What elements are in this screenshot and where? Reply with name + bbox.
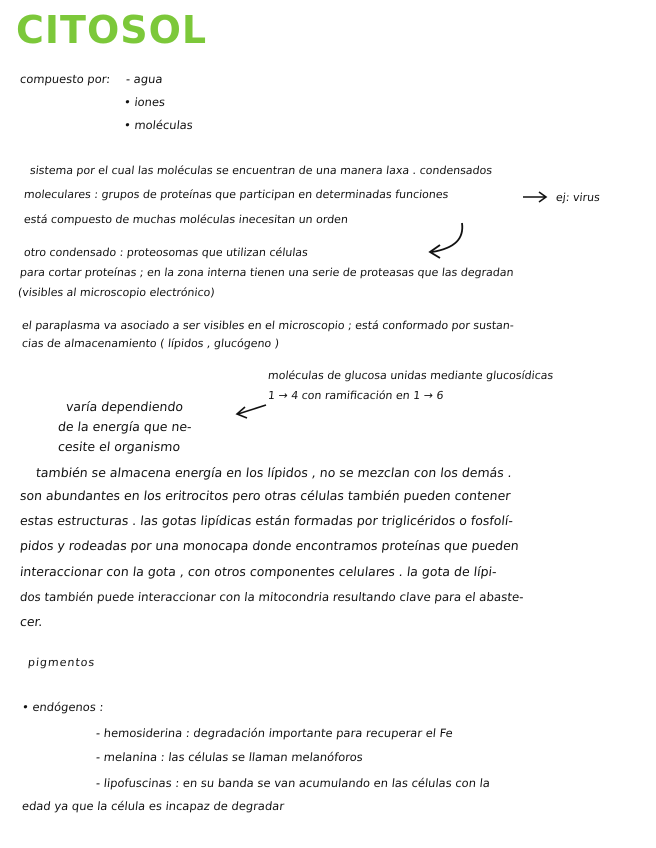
side-note-line3: cesite el organismo [57, 439, 181, 454]
side-note-line2: de la energía que ne- [57, 419, 193, 434]
pigment-hemosiderina: - hemosiderina : degradación importante para recuperar el Fe [95, 726, 454, 740]
composition-item-ions: • iones [123, 95, 166, 109]
composition-label: compuesto por: [19, 72, 111, 86]
glucogeno-note-line2: 1 → 4 con ramificación en 1 → 6 [267, 389, 445, 402]
arrow-left-icon [237, 405, 266, 418]
arrow-right-icon [523, 192, 546, 202]
p2-line3: (visibles al microscopio electrónico) [17, 286, 216, 299]
p3-line2: cias de almacenamiento ( lípidos , glucógeno ) [21, 337, 280, 350]
p1-line1: sistema por el cual las moléculas se encuentran de una manera laxa . condensados [29, 164, 493, 177]
p3-line1: el paraplasma va asociado a ser visibles en el microscopio ; está conformado por sustan- [21, 319, 515, 332]
p2-line1: otro condensado : proteosomas que utilizan células [23, 246, 309, 259]
p4-line3: estas estructuras . las gotas lipídicas están formadas por triglicéridos o fosfolí- [19, 513, 514, 528]
pigments-heading: pigmentos [27, 656, 96, 669]
side-note-line1: varía dependiendo [65, 399, 184, 414]
glucogeno-note-line1: moléculas de glucosa unidas mediante glucosídicas [267, 369, 554, 382]
composition-item-molecules: • moléculas [123, 118, 194, 132]
curved-arrow-icon [430, 223, 462, 258]
p1-line3: está compuesto de muchas moléculas inecesitan un orden [23, 213, 349, 226]
p4-line5: interaccionar con la gota , con otros componentes celulares . la gota de lípi- [19, 564, 498, 579]
composition-item-water: - agua [125, 72, 164, 86]
p4-line7: cer. [19, 614, 44, 629]
p4-line4: pidos y rodeadas por una monocapa donde encontramos proteínas que pueden [19, 538, 520, 553]
p1-line2: moleculares : grupos de proteínas que participan en determinadas funciones [23, 188, 450, 201]
p2-line2: para cortar proteínas ; en la zona interna tienen una serie de proteasas que las degradan [19, 266, 515, 279]
pigment-melanina: - melanina : las células se llaman melanóforos [95, 750, 364, 764]
pigment-lipofuscinas: - lipofuscinas : en su banda se van acumulando en las células con la [95, 776, 491, 790]
p4-line2: son abundantes en los eritrocitos pero otras células también pueden contener [19, 488, 512, 503]
page-title: CITOSOL [16, 8, 208, 52]
p1-example: ej: virus [555, 191, 601, 204]
endogenous-label: • endógenos : [21, 700, 105, 714]
pigment-continuation: edad ya que la célula es incapaz de degradar [21, 799, 285, 813]
p4-line1: también se almacena energía en los lípidos , no se mezclan con los demás . [35, 465, 513, 480]
p4-line6: dos también puede interaccionar con la mitocondria resultando clave para el abaste- [19, 590, 525, 604]
